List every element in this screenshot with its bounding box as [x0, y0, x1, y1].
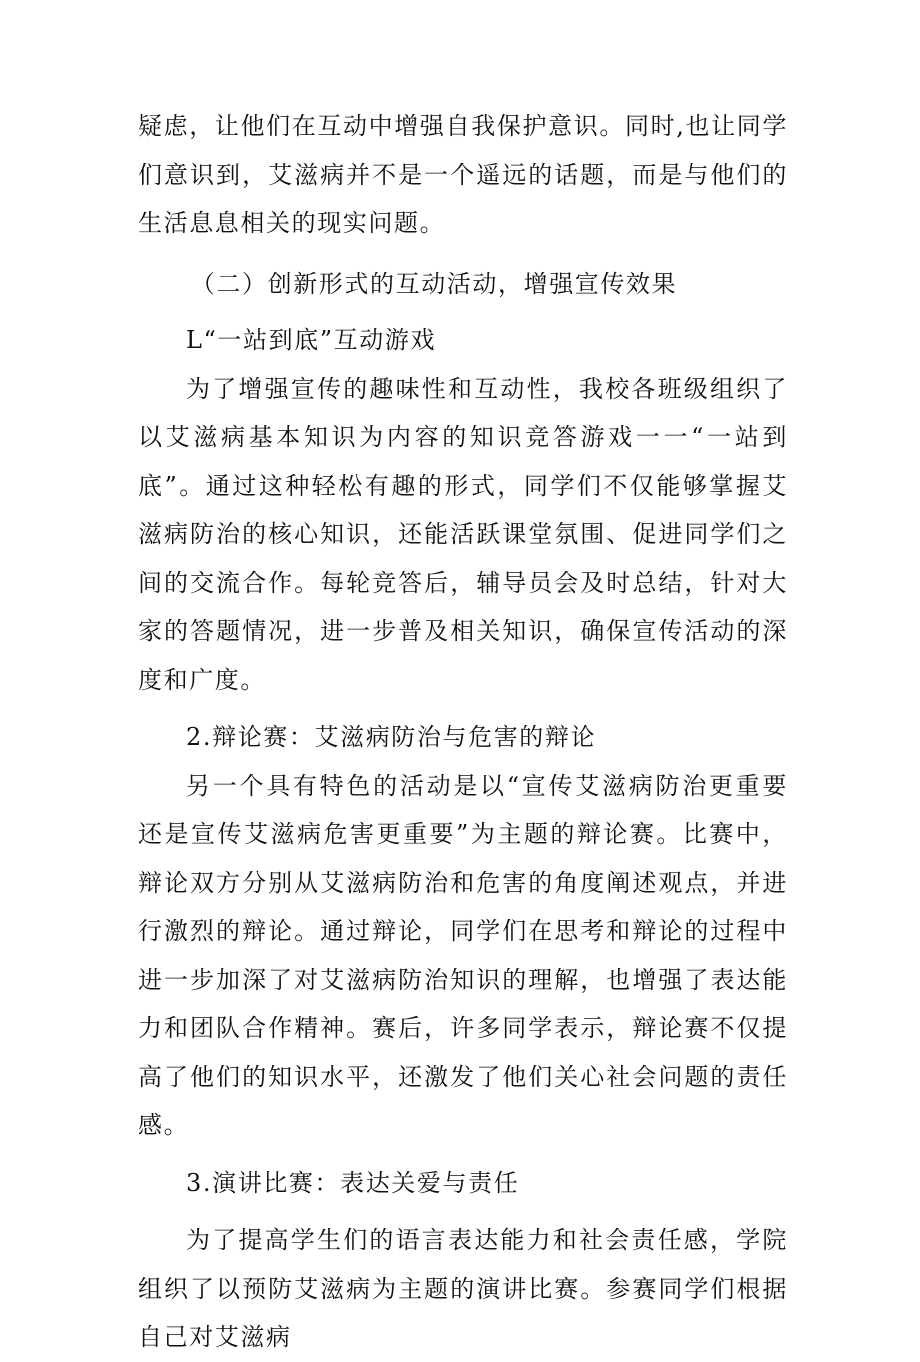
document-body	[138, 102, 788, 1362]
paragraph-speech-description: 为了提高学生们的语言表达能力和社会责任感，学院组织了以预防艾滋病为主题的演讲比赛。参赛同学们根据自己对艾滋病	[138, 1226, 788, 1351]
paragraph-debate-description: 另一个具有特色的活动是以“宣传艾滋病防治更重要还是宣传艾滋病危害更重要”为主题的辩论赛。比赛中，辩论双方分别从艾滋病防治和危害的角度阐述观点，并进行激烈的辩论。通过辩论，同学们在思考和辩论的过程中进一步加深了对艾滋病防治知识的理解，也增强了表达能力和团队合作精神。赛后，许多同学表示，辩论赛不仅提高了他们的知识水平，还激发了他们关心社会问题的责任感。	[138, 771, 788, 1139]
subheading-speech-contest: 3.演讲比赛：表达关爱与责任	[186, 1168, 520, 1197]
subheading-debate: 2.辩论赛：艾滋病防治与危害的辩论	[186, 723, 597, 751]
section-heading: （二）创新形式的互动活动，增强宣传效果	[190, 269, 678, 298]
subheading-one-stand-game: L“一站到底”互动游戏	[186, 326, 437, 354]
paragraph-continuation: 疑虑，让他们在互动中增强自我保护意识。同时,也让同学们意识到，艾滋病并不是一个遥远的话题，而是与他们的生活息息相关的现实问题。	[138, 112, 788, 237]
paragraph-game-description: 为了增强宣传的趣味性和互动性，我校各班级组织了以艾滋病基本知识为内容的知识竞答游戏一一“一站到底”。通过这种轻松有趣的形式，同学们不仅能够掌握艾滋病防治的核心知识，还能活跃课堂氛围、促进同学们之间的交流合作。每轮竞答后，辅导员会及时总结，针对大家的答题情况，进一步普及相关知识，确保宣传活动的深度和广度。	[138, 374, 788, 694]
